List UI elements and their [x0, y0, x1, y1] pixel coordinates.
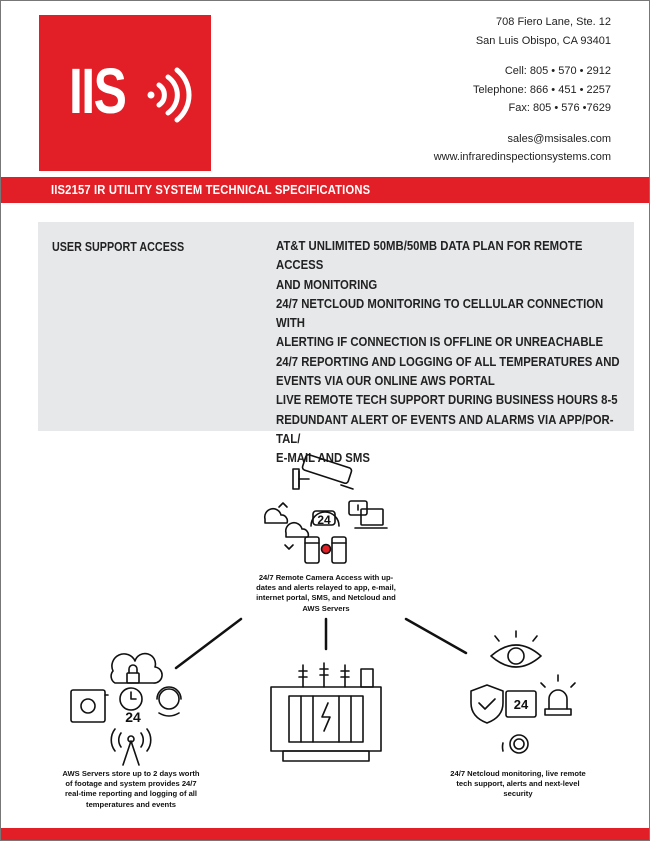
cell-phone: Cell: 805 • 570 • 2912	[504, 65, 611, 77]
website-link[interactable]: www.infraredinspectionsystems.com	[433, 151, 611, 163]
spec-label: USER SUPPORT ACCESS	[52, 240, 185, 254]
spec-line: AND MONITORING	[276, 276, 378, 292]
spec-line: AT&T UNLIMITED 50MB/50MB DATA PLAN FOR REMOTE ACCESS	[276, 238, 583, 273]
alarm-light-icon	[541, 675, 575, 715]
company-logo	[39, 15, 211, 171]
address-line-1: 708 Fiero Lane, Ste. 12	[496, 16, 611, 28]
system-diagram	[1, 441, 650, 831]
spec-list	[276, 236, 620, 468]
fax: Fax: 805 • 576 •7629	[508, 102, 611, 114]
support-gear-icon	[502, 735, 528, 753]
transformer-icon	[271, 663, 381, 761]
cloud-lock-icon	[111, 654, 162, 684]
signal-waves-icon	[145, 67, 195, 123]
laptop-icon	[355, 509, 387, 528]
spec-line: 24/7 REPORTING AND LOGGING OF ALL TEMPERATURES AND	[276, 353, 620, 369]
spec-line: LIVE REMOTE TECH SUPPORT DURING BUSINESS HOURS 8-5	[276, 392, 618, 408]
alert-dot-icon	[322, 545, 331, 554]
caption-aws-servers: AWS Servers store up to 2 days worth of footage and system provides 24/7 real-time reporting and logging of all temperatures and events	[62, 769, 200, 809]
alert-message-icon	[349, 501, 367, 515]
spec-line: E-MAIL AND SMS	[276, 450, 370, 466]
badge-24-top: 24	[317, 513, 331, 527]
page-title: IIS2157 IR UTILITY SYSTEM TECHNICAL SPECIFICATIONS	[51, 182, 371, 197]
shield-check-icon	[471, 685, 503, 723]
spec-line: ALERTING IF CONNECTION IS OFFLINE OR UNREACHABLE	[276, 334, 604, 350]
connector-left	[176, 619, 241, 668]
spec-panel	[38, 222, 634, 466]
address-line-2: San Luis Obispo, CA 93401	[475, 34, 611, 47]
contact-block	[434, 13, 611, 167]
footer-bar	[1, 828, 649, 840]
title-banner	[1, 177, 649, 203]
cell-tower-icon	[111, 729, 151, 765]
caption-netcloud: 24/7 Netcloud monitoring, live remote tech support, alerts and next-level security	[450, 769, 586, 799]
spec-line: 24/7 NETCLOUD MONITORING TO CELLULAR CONNECTION WITH	[276, 295, 604, 331]
spec-line: EVENTS VIA OUR ONLINE AWS PORTAL	[276, 373, 495, 389]
connector-right	[406, 619, 466, 653]
badge-24-right: 24	[513, 697, 529, 712]
eye-icon	[491, 631, 541, 667]
clock-24-icon	[120, 688, 142, 710]
support-agent-icon	[157, 687, 181, 716]
spec-line: REDUNDANT ALERT OF EVENTS AND ALARMS VIA APP/POR-TAL/	[276, 411, 614, 446]
caption-remote-camera: 24/7 Remote Camera Access with up- dates and alerts relayed to app, e-mail, internet portal, SMS, and Netcloud and AWS Servers	[256, 573, 396, 613]
logo-wordmark: IIS	[69, 55, 126, 127]
security-camera-icon	[293, 454, 353, 489]
badge-24-left: 24	[125, 709, 141, 725]
email-link[interactable]: sales@msisales.com	[507, 132, 611, 145]
safe-icon	[71, 690, 108, 722]
cloud-sync-icon	[265, 503, 309, 549]
telephone: Telephone: 866 • 451 • 2257	[473, 83, 611, 96]
